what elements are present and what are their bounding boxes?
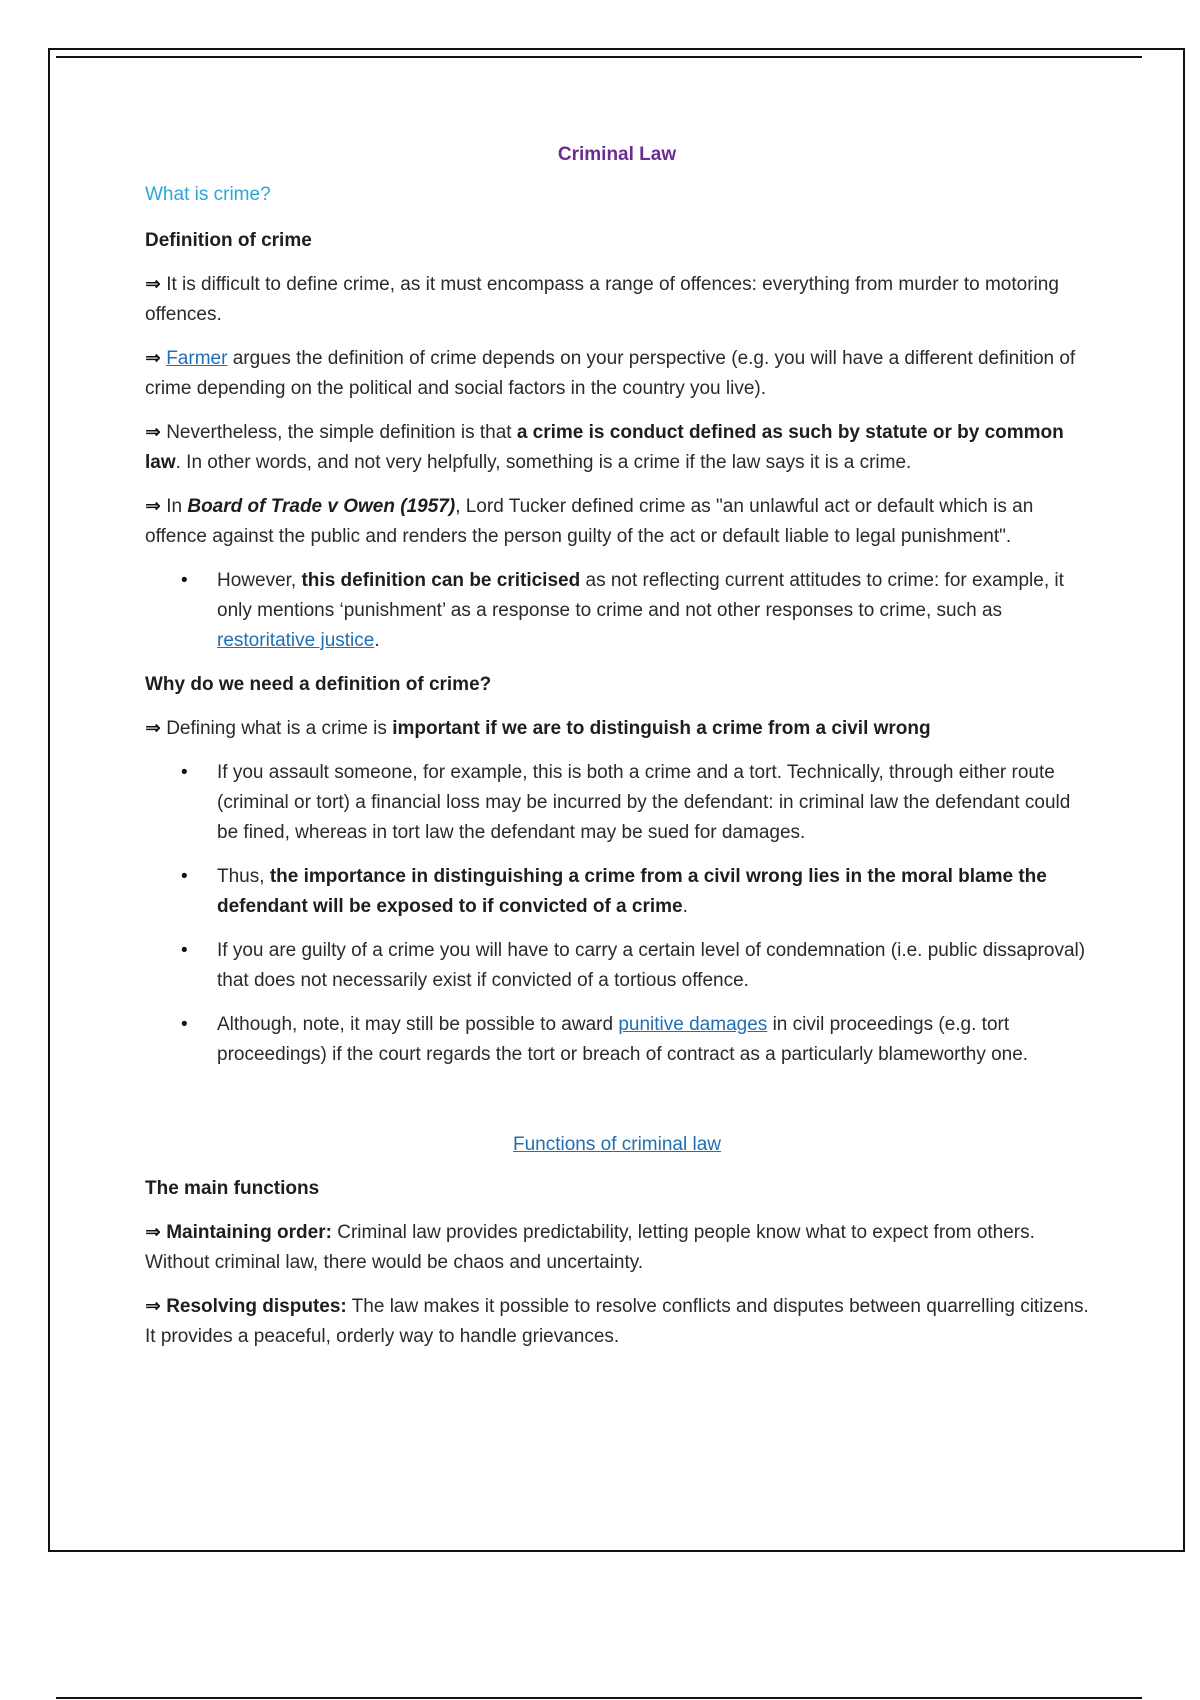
function-1: ⇒ Maintaining order: Criminal law provides predictability, letting people know what to expect from others. Without criminal law, there would be chaos and uncertainty. <box>145 1222 1035 1273</box>
arrow-icon: ⇒ <box>145 1296 161 1317</box>
paragraph-4-start: In <box>166 496 183 517</box>
criticism-list <box>145 566 1089 656</box>
punitive-damages-link[interactable]: punitive damages <box>618 1014 768 1035</box>
list-item: • Although, note, it may still be possible to award punitive damages in civil proceedings (e.g. tort proceedings) if the court regards the tort or breach of contract as a particularly blameworthy one. <box>145 1010 1089 1070</box>
list-item: • However, this definition can be criticised as not reflecting current attitudes to crime: for example, it only mentions ‘punishment’ as a response to crime and not other responses to crime, such as restoritative justice. <box>145 566 1089 656</box>
function-2: ⇒ Resolving disputes: The law makes it possible to resolve conflicts and disputes between quarrelling citizens. It provides a peaceful, orderly way to handle grievances. <box>145 1296 1089 1347</box>
paragraph-1 <box>145 270 1089 330</box>
functions-section-heading <box>145 1130 1089 1160</box>
paragraph-5: ⇒ Defining what is a crime is important if we are to distinguish a crime from a civil wrong <box>145 718 931 739</box>
arrow-icon: ⇒ <box>145 348 161 369</box>
arrow-icon: ⇒ <box>145 496 161 517</box>
paragraph-3-bold: a crime is conduct defined as such by statute or by common law <box>145 422 1064 473</box>
functions-of-criminal-law-link[interactable]: Functions of criminal law <box>512 1134 722 1155</box>
arrow-icon: ⇒ <box>145 1222 161 1243</box>
paragraph-4-end: , Lord Tucker defined crime as "an unlawful act or default which is an offence against the public and renders the person guilty of the act or default liable to legal punishment". <box>145 496 1034 547</box>
paragraph-3 <box>145 418 1089 478</box>
heading-why-definition: Why do we need a definition of crime? <box>145 674 492 695</box>
bottom-rule <box>56 1697 1142 1699</box>
paragraph-3-end: . In other words, and not very helpfully, something is a crime if the law says it is a crime. <box>175 452 912 473</box>
list-item: • If you assault someone, for example, this is both a crime and a tort. Technically, through either route (criminal or tort) a financial loss may be incurred by the defendant: in criminal law the defendant could be fined, whereas in tort law the defendant may be sued for damages. <box>145 758 1089 848</box>
distinction-list <box>145 758 1089 1070</box>
case-name: Board of Trade v Owen (1957) <box>187 496 456 517</box>
arrow-icon: ⇒ <box>145 718 161 739</box>
list-item: • Thus, the importance in distinguishing a crime from a civil wrong lies in the moral blame the defendant will be exposed to if convicted of a crime. <box>145 862 1089 922</box>
heading-definition-of-crime: Definition of crime <box>145 230 312 251</box>
farmer-link[interactable]: Farmer <box>166 348 228 369</box>
heading-main-functions: The main functions <box>145 1178 320 1199</box>
paragraph-2 <box>145 344 1089 404</box>
restorative-justice-link[interactable]: restoritative justice <box>217 630 375 651</box>
document-body <box>145 140 1089 1366</box>
paragraph-4 <box>145 492 1089 552</box>
arrow-icon: ⇒ <box>145 422 161 443</box>
document-title: Criminal Law <box>557 144 677 165</box>
paragraph-2-text: argues the definition of crime depends on your perspective (e.g. you will have a different definition of crime depending on the political and social factors in the country you live). <box>145 348 1076 399</box>
paragraph-1-text: It is difficult to define crime, as it must encompass a range of offences: everything from murder to motoring offences. <box>145 274 1059 325</box>
paragraph-3-start: Nevertheless, the simple definition is that <box>166 422 512 443</box>
arrow-icon: ⇒ <box>145 274 161 295</box>
list-item: • If you are guilty of a crime you will have to carry a certain level of condemnation (i.e. public dissaproval) that does not necessarily exist if convicted of a tortious offence. <box>145 936 1089 996</box>
section-heading-what-is-crime: What is crime? <box>145 184 271 205</box>
